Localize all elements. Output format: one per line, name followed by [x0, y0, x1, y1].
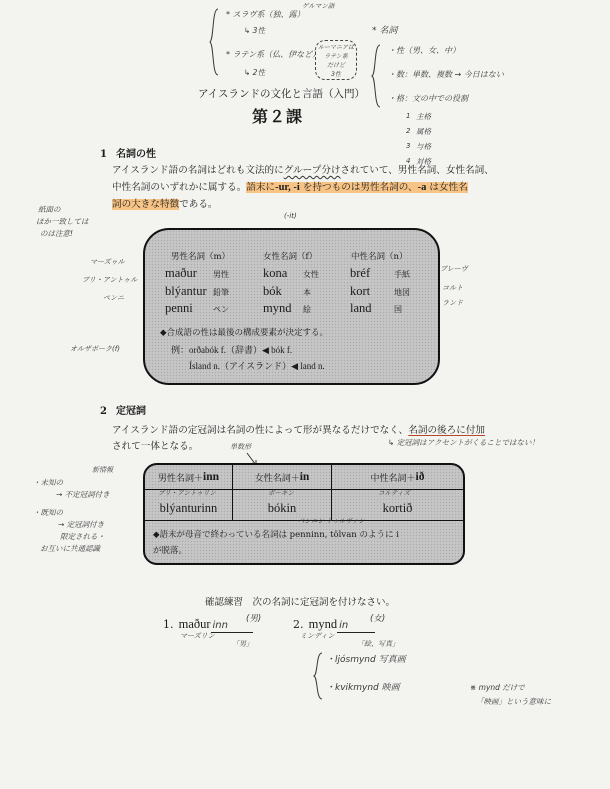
- highlighted-ending: -ur, -i: [275, 182, 300, 193]
- note-singular: 単数形: [230, 443, 251, 451]
- text-segment: である。: [179, 199, 218, 210]
- underlined-segment: グループ分け: [283, 165, 341, 176]
- compound-example: 例：orðabók f.（辞書）◀ bók f.: [171, 345, 293, 355]
- column-header-feminine: [233, 465, 332, 490]
- lesson-title: 第２課: [252, 107, 304, 126]
- pronunciation-note: ペンニン トゥルヴァン: [298, 517, 365, 525]
- note-romanian-box: [315, 40, 357, 80]
- pronunciation-note: オルザボーク(f): [70, 345, 120, 353]
- pronunciation-note: ボーキン: [268, 489, 294, 497]
- noun-word: land: [350, 301, 372, 315]
- section-number: 2: [100, 406, 107, 417]
- exercise-meaning: 「絵、写真」: [357, 640, 399, 648]
- noun-entry: [263, 297, 311, 316]
- header-plus: ＋: [290, 473, 300, 484]
- noun-word: maður: [165, 266, 197, 280]
- column-header-neuter: 中性名詞（n）: [351, 252, 408, 262]
- text-segment: アイスランド語の定冠詞は名詞の性によって形が異なるだけでなく、: [112, 425, 409, 436]
- paragraph-line: [112, 182, 468, 195]
- noun-word: kona: [263, 266, 288, 280]
- exercise-word: mynd: [308, 617, 338, 631]
- margin-note: ・既知の: [33, 508, 63, 517]
- course-title: アイスランドの文化と言語（入門）: [198, 88, 365, 100]
- note-ending-variant: (-it): [284, 212, 297, 220]
- header-noun: 中性名詞: [370, 473, 407, 484]
- note-definite-article: ↳ 定冠詞はアクセントがくることではない！: [388, 438, 539, 447]
- definite-example: bókin: [233, 490, 332, 521]
- noun-entry: [165, 262, 229, 281]
- case-number: 2: [406, 127, 411, 135]
- case-label: 対格: [416, 157, 431, 166]
- noun-gloss: 手紙: [394, 270, 410, 279]
- paragraph-line: [112, 165, 494, 177]
- noun-gloss: 本: [303, 288, 311, 297]
- handwritten-answer: inn: [212, 620, 228, 631]
- handwritten-answer: in: [339, 620, 349, 631]
- highlighted-ending: -a: [417, 182, 427, 193]
- noun-word: blýantur: [165, 284, 207, 298]
- highlighted-segment: を持つものは男性名詞の、: [299, 182, 418, 193]
- margin-note: のは注意!: [40, 229, 74, 238]
- vowel-drop-rule: ◆語末が母音で終わっている名詞は penninn, tölvan のように i: [153, 530, 399, 540]
- remark-note: ※ mynd だけで: [470, 683, 525, 692]
- noun-word: mynd: [263, 301, 292, 315]
- noun-word: bók: [263, 284, 282, 298]
- case-number: 4: [406, 157, 411, 165]
- noun-entry: [350, 262, 410, 281]
- compound-note: ・kvikmynd 映画: [326, 683, 400, 693]
- exercise-item: [293, 613, 375, 633]
- noun-gloss: 国: [394, 305, 402, 314]
- header-plus: ＋: [194, 473, 204, 484]
- brace-mark: [312, 652, 324, 700]
- header-plus: ＋: [406, 473, 416, 484]
- gender-table-box: [143, 228, 440, 385]
- note-romanian-line: ルーマニアは: [317, 44, 354, 51]
- note-romanian-line: だけど: [326, 62, 345, 69]
- highlighted-segment: 詞の大きな特徴: [112, 199, 180, 210]
- noun-gloss: 女性: [303, 270, 319, 279]
- noun-word: bréf: [350, 266, 371, 280]
- note-case: ・格：文の中での役割: [388, 94, 468, 103]
- exercise-title: 確認練習 次の名詞に定冠詞を付けなさい。: [205, 597, 396, 608]
- margin-note: お互いに共通認識: [40, 544, 100, 553]
- compound-example: Ísland n.（アイスランド）◀ land n.: [189, 361, 325, 371]
- noun-gloss: 地図: [394, 288, 410, 297]
- case-number: 3: [406, 142, 411, 150]
- pronunciation-note: マーズゥル: [90, 258, 125, 266]
- brace-mark: [208, 8, 220, 76]
- exercise-number: 1.: [163, 618, 174, 631]
- text-segment: 中性名詞のいずれかに属する。: [112, 182, 247, 193]
- margin-note: 紙面の: [38, 205, 61, 214]
- noun-gloss: 男性: [213, 270, 229, 279]
- exercise-reading: マーズリン: [180, 632, 215, 640]
- compound-rule: ◆合成語の性は最後の構成要素が決定する。: [160, 328, 329, 338]
- margin-note: → 定冠詞付き: [58, 520, 105, 529]
- definite-article-box: [143, 463, 465, 565]
- highlighted-segment: は女性名: [426, 182, 468, 193]
- header-suffix: inn: [203, 471, 220, 483]
- paragraph-line: [112, 199, 218, 211]
- noun-gloss: ペン: [213, 305, 229, 314]
- paragraph-line: [112, 425, 485, 437]
- note-gender: ・性（男、女、中）: [388, 46, 460, 55]
- margin-note: ・未知の: [33, 478, 63, 487]
- noun-gloss: 鉛筆: [213, 288, 229, 297]
- exercise-word: maður: [178, 617, 211, 631]
- header-suffix: in: [299, 471, 310, 483]
- note-two-genders: ↳ 2性: [244, 68, 265, 77]
- note-language-group-1: * スラヴ系（独、露）: [226, 10, 305, 19]
- noun-entry: [165, 297, 229, 316]
- exercise-gender: (男): [246, 614, 262, 624]
- margin-note: 新情報: [92, 466, 113, 474]
- pronunciation-note: ブリ・アントゥル: [82, 276, 138, 284]
- column-header-masculine: [145, 465, 233, 490]
- highlighted-segment: 語末に: [246, 182, 276, 193]
- case-label: 与格: [416, 142, 431, 151]
- column-header-masculine: 男性名詞（m）: [171, 252, 231, 262]
- note-romanian-line: 3性: [331, 71, 341, 78]
- pronunciation-note: ランド: [442, 299, 463, 307]
- header-noun: 男性名詞: [157, 473, 194, 484]
- compound-note: ・ljósmynd 写真画: [326, 655, 406, 665]
- exercise-item: [163, 613, 253, 633]
- exercise-number: 2.: [293, 618, 304, 631]
- pronunciation-note: コルト: [442, 284, 463, 292]
- definite-example: blýanturinn: [145, 490, 233, 521]
- noun-word: penni: [165, 301, 193, 315]
- text-segment: されていて、男性名詞、女性名詞、: [340, 165, 494, 176]
- case-number: 1: [406, 112, 411, 120]
- exercise-reading: ミンディン: [300, 632, 335, 640]
- pronunciation-note: ブリ・アントゥリン: [158, 489, 216, 497]
- vowel-drop-rule: が脱落。: [153, 546, 188, 556]
- paragraph-line: されて一体となる。: [112, 441, 199, 452]
- text-segment: アイスランド語の名詞はどれも文法的に: [112, 165, 284, 176]
- underlined-segment: 名詞の後ろに付加: [408, 425, 486, 436]
- header-suffix: ið: [415, 471, 425, 483]
- note-noun-heading: * 名詞: [372, 26, 398, 36]
- case-label: 属格: [416, 127, 431, 136]
- noun-entry: [350, 297, 402, 316]
- section-title: 定冠詞: [116, 406, 146, 417]
- pronunciation-note: ブレーヴ: [440, 265, 468, 273]
- column-header-feminine: 女性名詞（f）: [263, 252, 318, 262]
- note-romanian-line: ラテン系: [324, 53, 348, 60]
- note-number: ・数：単数、複数 → 今日はない: [388, 70, 504, 79]
- column-header-neuter: [332, 465, 463, 490]
- exercise-meaning: 「男」: [232, 640, 253, 648]
- definite-example: kortið: [332, 490, 463, 521]
- note-language-group-1-sup: ゲルマン語: [302, 2, 335, 10]
- noun-word: kort: [350, 284, 371, 298]
- section-number: 1: [100, 149, 107, 160]
- brace-mark: [370, 44, 382, 108]
- header-noun: 女性名詞: [254, 473, 291, 484]
- case-label: 主格: [416, 112, 431, 121]
- exercise-gender: (女): [370, 614, 386, 624]
- note-language-group-2: * ラテン系（仏、伊など）: [226, 50, 321, 59]
- pronunciation-note: ペンニ: [103, 294, 124, 302]
- note-three-genders: ↳ 3性: [244, 26, 265, 35]
- pronunciation-note: コルティズ: [378, 489, 410, 497]
- remark-note: 「映画」という意味に: [476, 697, 551, 706]
- noun-entry: [263, 262, 319, 281]
- noun-gloss: 絵: [303, 305, 311, 314]
- margin-note: 限定される・: [60, 532, 105, 541]
- margin-note: → 不定冠詞付き: [56, 490, 110, 499]
- margin-note: ほか一致しては: [36, 217, 89, 226]
- section-title: 名詞の性: [116, 149, 156, 160]
